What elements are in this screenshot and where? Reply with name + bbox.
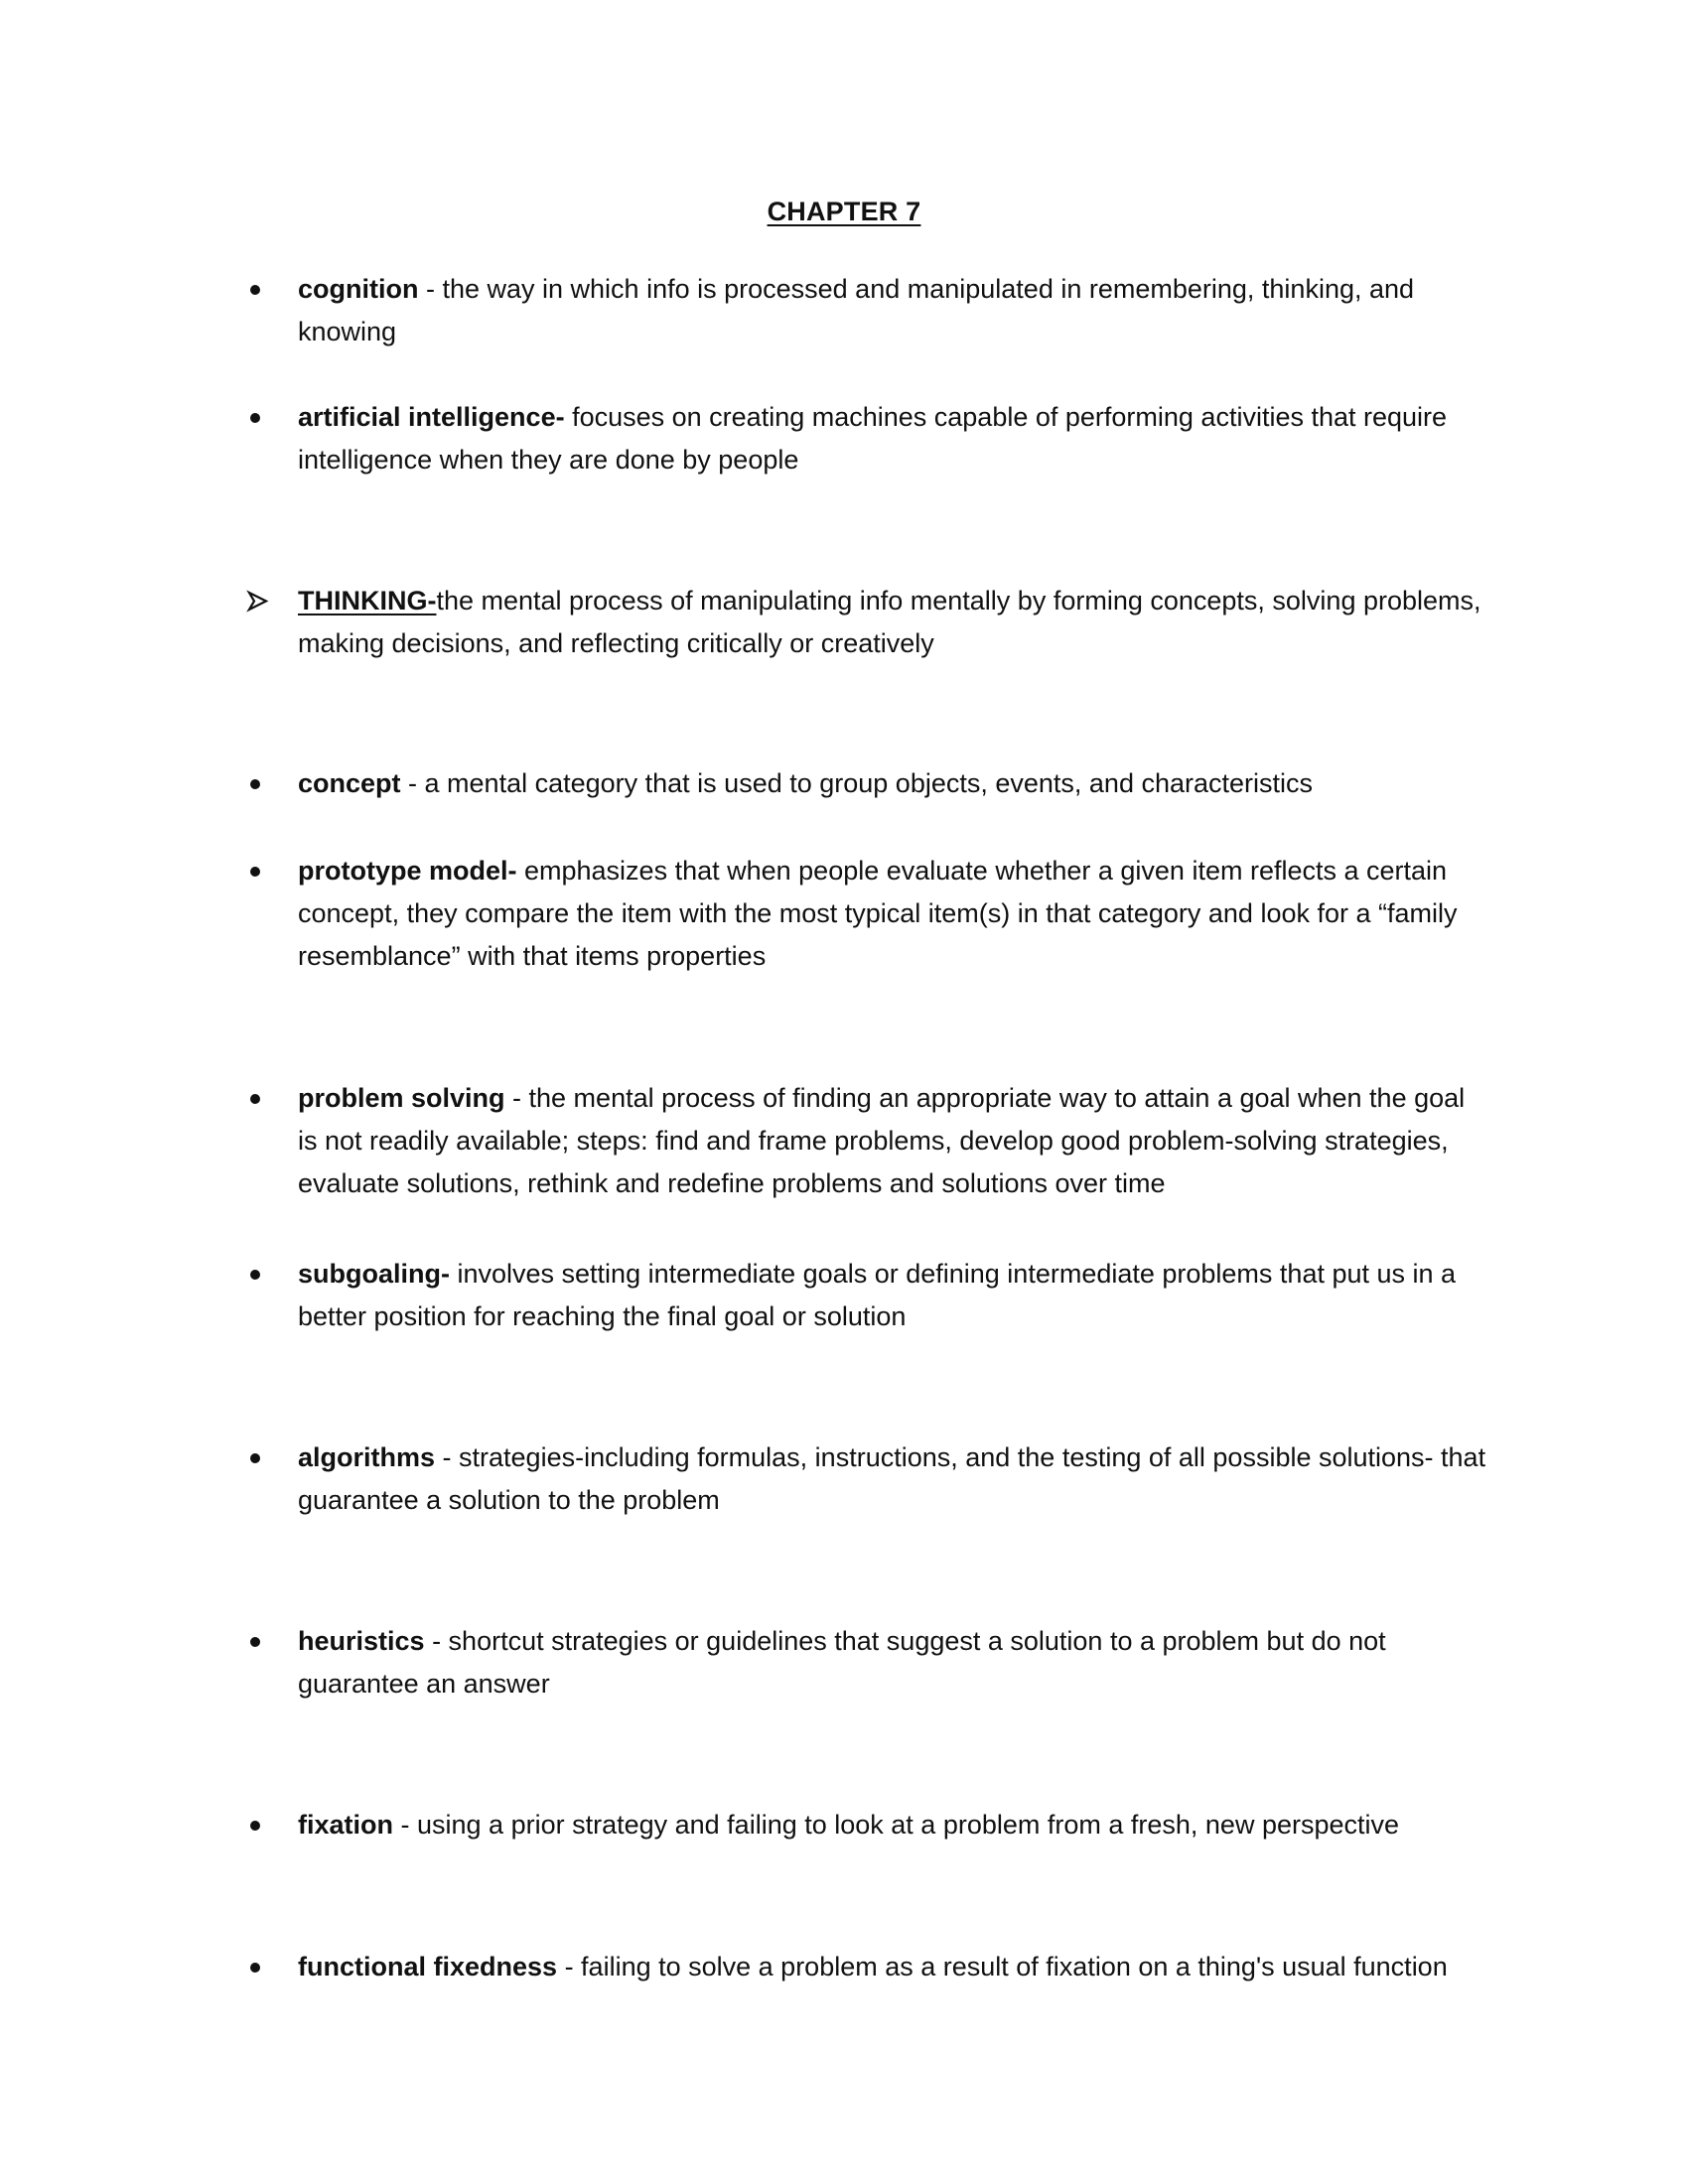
entry-term: functional fixedness [298, 1952, 558, 1981]
list-item-artificial-intelligence [298, 396, 1489, 481]
entry-term: prototype model- [298, 856, 517, 886]
entry-definition: - using a prior strategy and failing to look at a problem from a fresh, new perspective [393, 1810, 1400, 1840]
entry-term: artificial intelligence- [298, 402, 565, 432]
entry-term: algorithms [298, 1442, 436, 1472]
list-item-concept [298, 762, 1489, 805]
list-item-fixation [298, 1804, 1489, 1846]
entry-term: problem solving [298, 1083, 505, 1113]
entry-definition: emphasizes that when people evaluate whether a given item reflects a certain concept, they compare the item with the most typical item(s) in that category and look for a “family resemblance” with that items properties [298, 856, 1458, 971]
list-item-prototype-model [298, 850, 1489, 978]
entry-definition: involves setting intermediate goals or defining intermediate problems that put us in a better position for reaching the final goal or solution [298, 1259, 1457, 1331]
bullet-icon [246, 1077, 276, 1120]
bullet-icon [246, 1620, 276, 1663]
bullet-icon [246, 1804, 276, 1846]
bullet-icon [246, 1436, 276, 1479]
entry-definition: - strategies-including formulas, instructions, and the testing of all possible solutions- that guarantee a solution to the problem [298, 1442, 1486, 1515]
entry-term: THINKING- [298, 586, 437, 615]
arrow-bullet-icon [246, 580, 276, 622]
entry-term: cognition [298, 274, 419, 304]
bullet-icon [246, 1253, 276, 1296]
entry-definition: - a mental category that is used to group objects, events, and characteristics [400, 768, 1314, 798]
list-item-thinking [298, 580, 1489, 665]
entry-definition: focuses on creating machines capable of performing activities that require intelligence when they are done by people [298, 402, 1448, 475]
entry-definition: - the mental process of finding an appropriate way to attain a goal when the goal is not readily available; steps: find and frame problems, develop good problem-solving strategies, evaluate solutions, rethink and redefine problems and solutions over time [298, 1083, 1466, 1198]
entry-term: subgoaling- [298, 1259, 450, 1289]
entry-term: fixation [298, 1810, 394, 1840]
list-item-problem-solving [298, 1077, 1489, 1205]
bullet-icon [246, 396, 276, 439]
entry-term: heuristics [298, 1626, 425, 1656]
entry-definition: - the way in which info is processed and manipulated in remembering, thinking, and knowing [298, 274, 1415, 346]
bullet-icon [246, 268, 276, 311]
entry-definition: - shortcut strategies or guidelines that suggest a solution to a problem but do not guarantee an answer [298, 1626, 1386, 1699]
list-item-functional-fixedness [298, 1946, 1489, 1988]
list-item-cognition [298, 268, 1489, 353]
bullet-icon [246, 762, 276, 805]
chapter-title: CHAPTER 7 [767, 197, 921, 226]
list-item-heuristics [298, 1620, 1489, 1706]
entry-definition: - failing to solve a problem as a result of fixation on a thing's usual function [557, 1952, 1448, 1981]
entry-term: concept [298, 768, 401, 798]
bullet-icon [246, 1946, 276, 1988]
bullet-icon [246, 850, 276, 892]
list-item-algorithms [298, 1436, 1489, 1522]
entry-definition: the mental process of manipulating info mentally by forming concepts, solving problems, making decisions, and reflecting critically or creatively [298, 586, 1481, 658]
list-item-subgoaling [298, 1253, 1489, 1338]
